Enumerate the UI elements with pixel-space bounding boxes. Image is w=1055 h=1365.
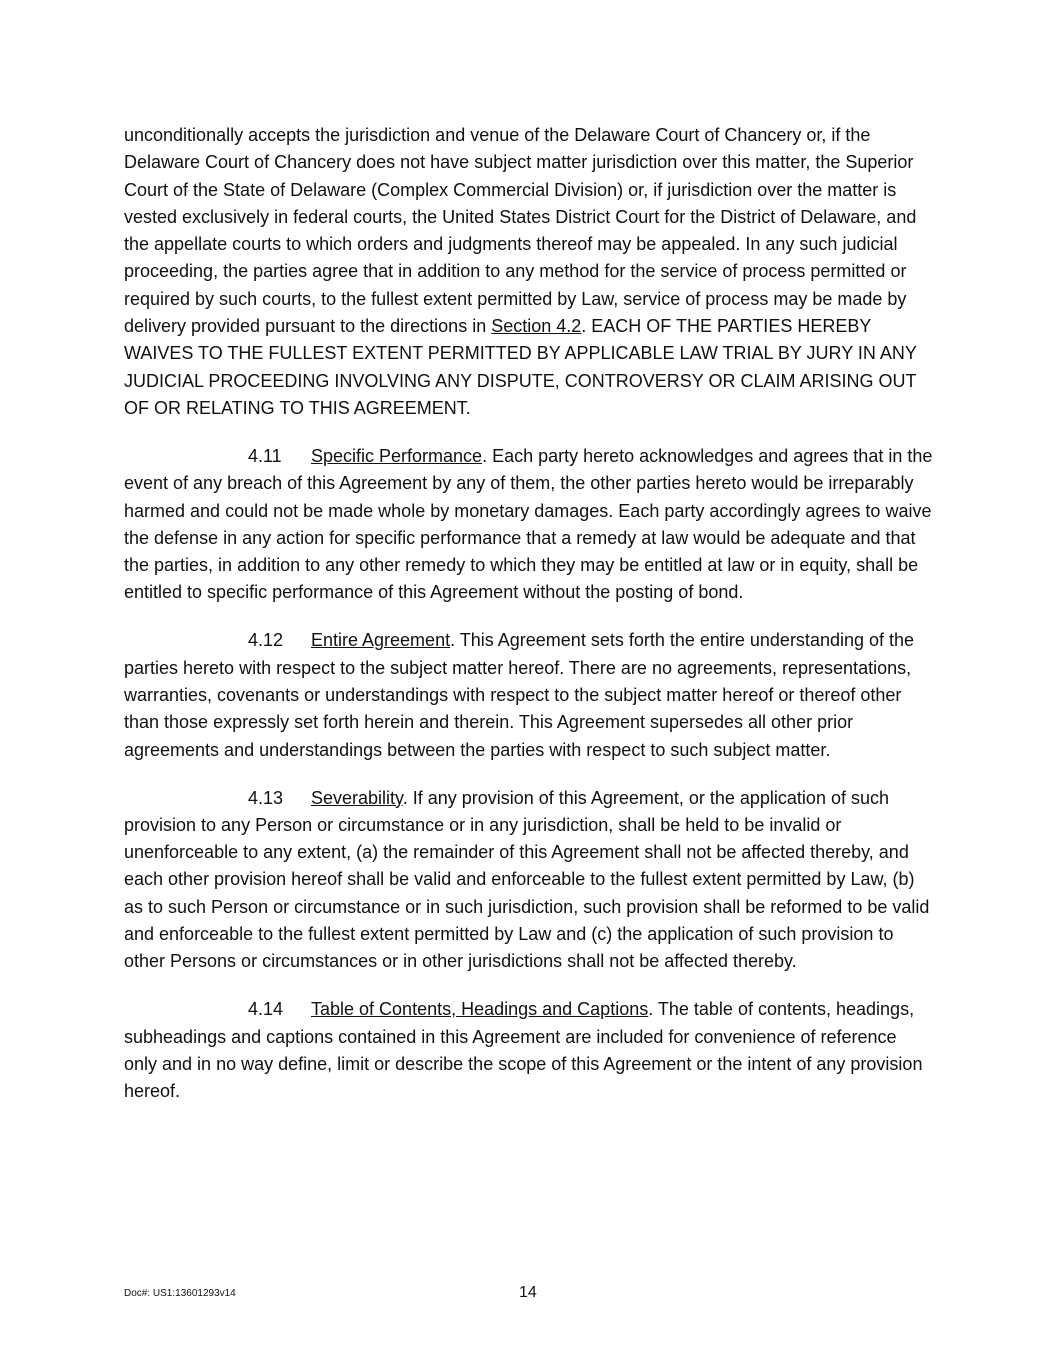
section-number: 4.11 (248, 445, 282, 466)
page-number: 14 (519, 1284, 537, 1301)
section-text: . If any provision of this Agreement, or the application of such provision to any Person or circumstance or in any jurisdiction, shall be held to be invalid or unenforceable to any extent, (a) the remainder of this Agreement shall not be affected thereby, and each other provision hereof shall be valid and enforceable to the fullest extent permitted by Law, (b) as to such Person or circumstance or in such jurisdiction, such provision shall be reformed to be valid and enforceable to the fullest extent permitted by Law and (c) the application of such provision to other Persons or circumstances or in other jurisdictions shall not be affected thereby. (124, 787, 930, 972)
section-heading: Specific Performance (311, 445, 483, 466)
section-number: 4.13 (248, 787, 284, 808)
footer-doc-id: Doc#: US1:13601293v14 (124, 1288, 236, 1299)
section-text: . This Agreement sets forth the entire understanding of the parties hereto with respect to the subject matter hereof. There are no agreements, representations, warranties, covenants or understandings with respect to the subject matter hereof or thereof other than those expressly set forth herein and therein. This Agreement supersedes all other prior agreements and understandings between the parties with respect to such subject matter. (124, 630, 915, 760)
section-heading: Severability (311, 787, 403, 808)
section-4-13 (124, 785, 934, 976)
section-4-11 (124, 443, 934, 607)
section-4-12 (124, 627, 934, 763)
section-heading: Table of Contents, Headings and Captions (311, 999, 649, 1020)
section-text: . Each party hereto acknowledges and agrees that in the event of any breach of this Agreement by any of them, the other parties hereto would be irreparably harmed and could not be made whole by monetary damages. Each party accordingly agrees to waive the defense in any action for specific performance that a remedy at law would be adequate and that the parties, in addition to any other remedy to which they may be entitled at law or in equity, shall be entitled to specific performance of this Agreement without the posting of bond. (124, 445, 933, 603)
section-number: 4.12 (248, 630, 284, 651)
section-heading: Entire Agreement (311, 630, 451, 651)
section-number: 4.14 (248, 999, 284, 1020)
section-4-14 (124, 996, 934, 1105)
jury-waiver-text: . EACH OF THE PARTIES HEREBY WAIVES TO THE FULLEST EXTENT PERMITTED BY APPLICABLE LAW TRIAL BY JURY IN ANY JUDICIAL PROCEEDING INVOLVING ANY DISPUTE, CONTROVERSY OR CLAIM ARISING OUT OF OR RELATING TO THIS AGREEMENT. (124, 316, 917, 418)
section-reference-link: Section 4.2 (491, 316, 582, 337)
section-text: . The table of contents, headings, subheadings and captions contained in this Agreement are included for convenience of reference only and in no way define, limit or describe the scope of this Agreement or the intent of any provision hereof. (124, 999, 923, 1102)
document-body (124, 122, 934, 1126)
intro-text: unconditionally accepts the jurisdiction and venue of the Delaware Court of Chancery or, if the Delaware Court of Chancery does not have subject matter jurisdiction over this matter, the Superior Court of the State of Delaware (Complex Commercial Division) or, if jurisdiction over the matter is vested exclusively in federal courts, the United States District Court for the District of Delaware, and the appellate courts to which orders and judgments thereof may be appealed. In any such judicial proceeding, the parties agree that in addition to any method for the service of process permitted or required by such courts, to the fullest extent permitted by Law, service of process may be made by delivery provided pursuant to the directions in (124, 125, 917, 337)
intro-paragraph (124, 122, 934, 422)
